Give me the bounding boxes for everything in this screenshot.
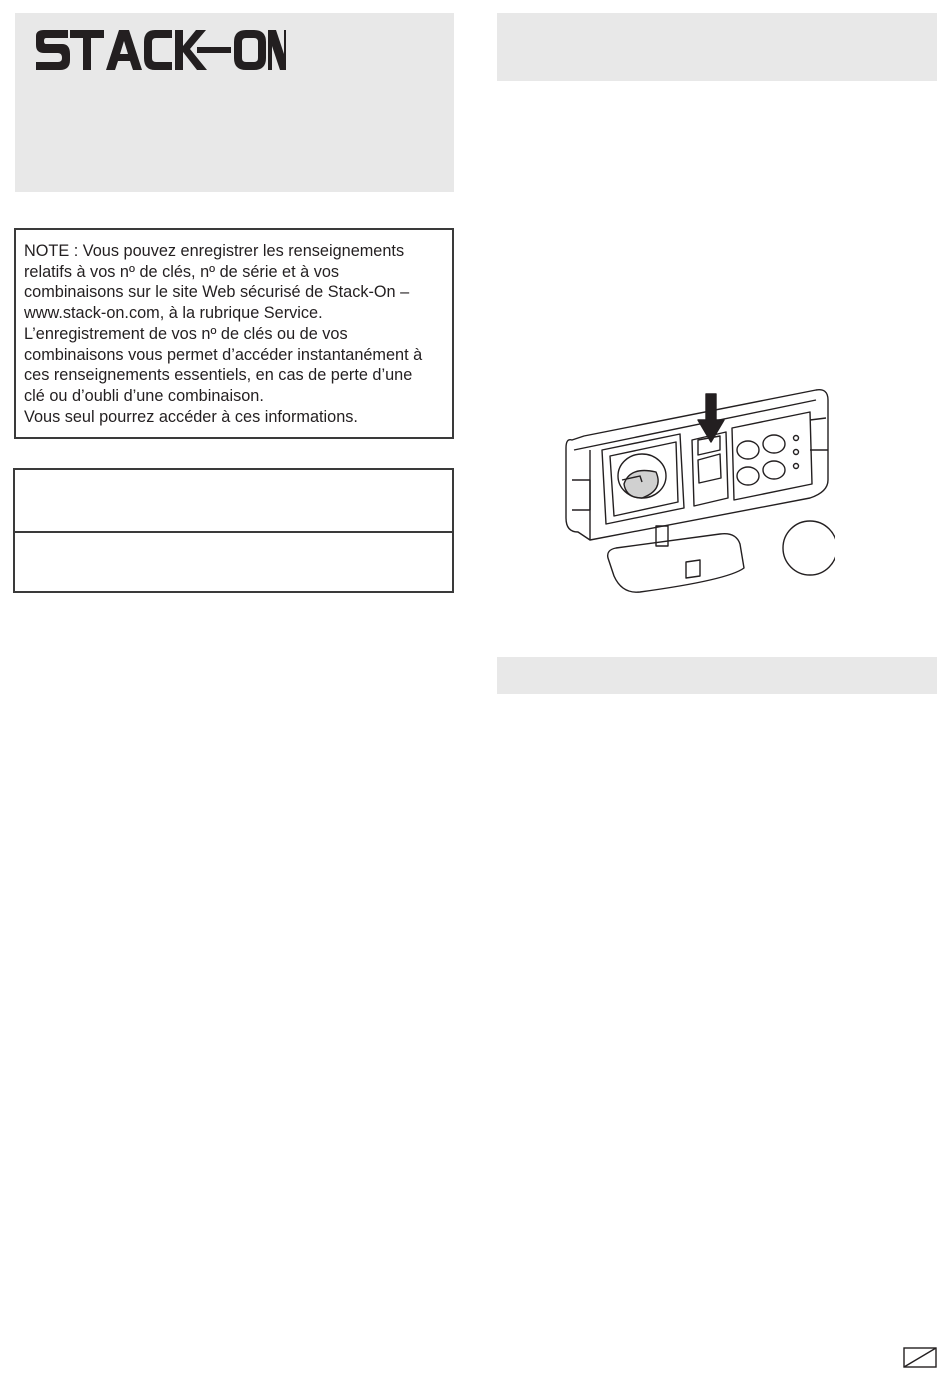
record-table [13, 468, 454, 593]
note-line: NOTE : Vous pouvez enregistrer les renseignements [24, 242, 405, 260]
stack-on-logo [34, 28, 286, 72]
note-line: L’enregistrement de vos nº de clés ou de vos [24, 324, 348, 343]
page-number-box [903, 1347, 937, 1368]
record-row [15, 533, 452, 591]
note-line: www.stack-on.com, à la rubrique Service. [24, 304, 323, 323]
note-line: Vous seul pourrez accéder à ces informations. [24, 407, 358, 426]
note-line: clé ou d’oubli d’une combinaison. [24, 386, 264, 405]
registration-note [14, 228, 454, 439]
lock-keypad-illustration [560, 380, 835, 600]
section-header-bar [497, 13, 937, 81]
note-line: combinaisons sur le site Web sécurisé de Stack-On – [24, 283, 410, 302]
note-line: combinaisons vous permet d’accéder instantanément à [24, 345, 423, 364]
note-line: relatifs à vos nº de clés, nº de série et à vos [24, 262, 340, 281]
section-subheader-bar [497, 657, 937, 694]
record-row [15, 470, 452, 533]
note-line: ces renseignements essentiels, en cas de perte d’une [24, 366, 413, 385]
